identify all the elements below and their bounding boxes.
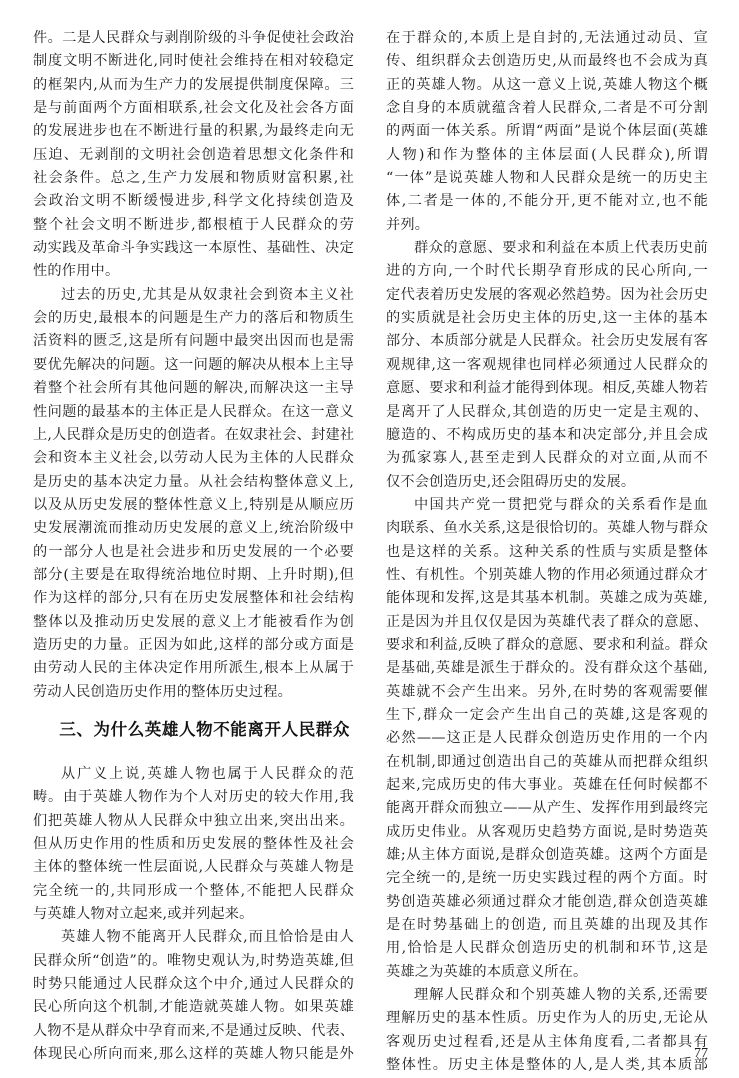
text-line: “一体”是说英雄人物和人民群众是统一的历史主 xyxy=(386,170,708,187)
text-line: 部分(主要是在取得统治地位时期、上升时期),但 xyxy=(33,566,354,583)
text-line: 造历史的力量。正因为如此,这样的部分或方面是 xyxy=(33,636,354,653)
right-column xyxy=(386,27,708,1077)
text-line: 正的英雄人物。从这一意义上说,英雄人物这个概 xyxy=(386,76,708,93)
text-line: 能体现和发挥,这是其基本机制。英雄之成为英雄, xyxy=(386,590,708,607)
text-line: 念自身的本质就蕴含着人民群众,二者是不可分割 xyxy=(386,100,708,117)
text-line: 从广义上说,英雄人物也属于人民群众的范 xyxy=(61,766,354,782)
left-column-top xyxy=(33,27,354,704)
text-line: 体,二者是一体的,不能分开,更不能对立,也不能 xyxy=(386,193,708,210)
text-line: 由劳动人民的主体决定作用所派生,根本上从属于 xyxy=(33,660,354,677)
text-line: 劳动人民创造历史作用的整体历史过程。 xyxy=(33,683,292,700)
text-line: 英雄就不会产生出来。另外,在时势的客观需要催 xyxy=(386,683,708,700)
text-line: 正是因为并且仅仅是因为英雄代表了群众的意愿、 xyxy=(386,613,708,630)
text-line: 肉联系、鱼水关系,这是很恰切的。英雄人物与群众 xyxy=(386,520,708,537)
page-number: 77 xyxy=(694,1046,708,1061)
text-line: 观规律,这一客观规律也同样必须通过人民群众的 xyxy=(386,356,708,373)
text-line: 英雄人物不能离开人民群众,而且恰恰是由人 xyxy=(61,929,354,946)
section-heading: 三、为什么英雄人物不能离开人民群众 xyxy=(59,720,350,739)
text-line: 的一部分人也是社会进步和历史发展的一个必要 xyxy=(33,543,354,560)
text-line: 整体以及推动历史发展的意义上才能被看作为创 xyxy=(33,613,354,630)
text-line: 用,恰恰是人民群众创造历史的机制和环节,这是 xyxy=(386,940,708,957)
text-line: 压迫、无剥削的文明社会创造着思想文化条件和 xyxy=(33,146,354,163)
text-line: 在于群众的,本质上是自封的,无法通过动员、宣 xyxy=(386,30,708,46)
text-line: 定代表着历史发展的客观必然趋势。因为社会历史 xyxy=(386,286,708,303)
text-line: 过去的历史,尤其是从奴隶社会到资本主义社 xyxy=(61,286,354,303)
text-line: 是离开了人民群众,其创造的历史一定是主观的、 xyxy=(386,403,708,420)
text-line: 时势只能通过人民群众这个中介,通过人民群众的 xyxy=(33,976,354,993)
text-line: 会和资本主义社会,以劳动人民为主体的人民群众 xyxy=(33,450,354,467)
text-line: 成历史伟业。从客观历史趋势方面说,是时势造英 xyxy=(386,823,708,840)
text-line: 整体性。历史主体是整体的人,是人类,其本质部 xyxy=(386,1057,708,1074)
text-line: 传、组织群众去创造历史,从而最终也不会成为真 xyxy=(386,53,708,70)
text-line: 起来,完成历史的伟大事业。英雄在任何时候都不 xyxy=(386,777,708,793)
text-line: 件。二是人民群众与剥削阶级的斗争促使社会政治 xyxy=(33,30,354,46)
text-line: 社会条件。总之,生产力发展和物质财富积累,社 xyxy=(33,170,354,187)
text-line: 仅不会创造历史,还会阻碍历史的发展。 xyxy=(386,473,636,490)
text-line: 性的作用中。 xyxy=(33,263,120,280)
text-line: 作为这样的部分,只有在历史发展整体和社会结构 xyxy=(33,590,354,607)
left-column-bottom xyxy=(33,763,354,1066)
text-line: 中国共产党一贯把党与群众的关系看作是血 xyxy=(414,496,708,513)
text-line: 并列。 xyxy=(386,216,430,233)
text-line: 会的历史,最根本的问题是生产力的落后和物质生 xyxy=(33,310,354,327)
text-line: 活资料的匮乏,这是所有问题中最突出因而也是需 xyxy=(33,333,354,350)
text-line: 民心所向这个机制,才能造就英雄人物。如果英雄 xyxy=(33,999,354,1016)
text-line: 生下,群众一定会产生出自己的英雄,这是客观的 xyxy=(386,706,708,723)
text-line: 的两面一体关系。所谓“两面”是说个体层面(英雄 xyxy=(386,123,708,140)
text-line: 人物不是从群众中孕育而来,不是通过反映、代表、 xyxy=(33,1022,355,1039)
text-line: 是在时势基础上的创造, 而且英雄的出现及其作 xyxy=(386,917,708,934)
text-line: 体现民心所向而来,那么这样的英雄人物只能是外 xyxy=(33,1046,354,1063)
text-line: 雄;从主体方面说,是群众创造英雄。这两个方面是 xyxy=(386,847,708,864)
text-line: 的实质就是社会历史主体的历史,这一主体的基本 xyxy=(386,310,708,327)
text-line: 完全统一的,共同形成一个整体,不能把人民群众 xyxy=(33,882,354,899)
text-line: 臆造的、不构成历史的基本和决定部分,并且会成 xyxy=(386,426,708,443)
text-line: 但从历史作用的性质和历史发展的整体性及社会 xyxy=(33,836,354,853)
text-line: 们把英雄人物从人民群众中独立出来,突出出来。 xyxy=(33,812,354,829)
text-line: 的框架内,从而为生产力的发展提供制度保障。三 xyxy=(33,76,354,93)
text-line: 意愿、要求和利益才能得到体现。相反,英雄人物若 xyxy=(386,380,708,397)
text-line: 理解历史的基本性质。历史作为人的历史,无论从 xyxy=(386,1010,708,1027)
text-line: 史发展潮流而推动历史发展的意义上,统治阶级中 xyxy=(33,520,354,537)
text-line: 主体的整体统一性层面说,人民群众与英雄人物是 xyxy=(33,859,354,876)
text-line: 以及从历史发展的整体性意义上,特别是从顺应历 xyxy=(33,496,354,513)
text-line: 与英雄人物对立起来,或并列起来。 xyxy=(33,906,254,923)
text-line: 完全统一的,是统一历史实践过程的两个方面。时 xyxy=(386,870,708,887)
text-line: 畴。由于英雄人物作为个人对历史的较大作用,我 xyxy=(33,789,354,806)
text-line: 是历史的基本决定力量。从社会结构整体意义上, xyxy=(33,473,354,490)
text-line: 着整个社会所有其他问题的解决,而解决这一主导 xyxy=(33,380,354,397)
text-line: 必然——这正是人民群众创造历史作用的一个内 xyxy=(386,730,708,747)
text-line: 是基础,英雄是派生于群众的。没有群众这个基础, xyxy=(386,660,708,677)
text-line: 性、有机性。个别英雄人物的作用必须通过群众才 xyxy=(386,566,708,583)
text-line: 群众的意愿、要求和利益在本质上代表历史前 xyxy=(414,240,708,257)
text-line: 也是这样的关系。这种关系的性质与实质是整体 xyxy=(386,543,708,560)
text-line: 动实践及革命斗争实践这一本原性、基础性、决定 xyxy=(33,240,354,257)
text-line: 在机制,即通过创造出自己的英雄从而把群众组织 xyxy=(386,753,708,770)
text-line: 是与前面两个方面相联系,社会文化及社会各方面 xyxy=(33,100,354,117)
text-line: 会政治文明不断缓慢进步,科学文化持续创造及 xyxy=(33,193,354,210)
text-line: 部分、本质部分就是人民群众。社会历史发展有客 xyxy=(386,333,708,350)
text-line: 人物)和作为整体的主体层面(人民群众),所谓 xyxy=(386,146,708,163)
text-line: 要求和利益,反映了群众的意愿、要求和利益。群众 xyxy=(386,636,708,653)
text-line: 英雄之为英雄的本质意义所在。 xyxy=(386,963,588,980)
text-line: 整个社会文明不断进步,都根植于人民群众的劳 xyxy=(33,216,354,233)
text-line: 要优先解决的问题。这一问题的解决从根本上主导 xyxy=(33,356,354,373)
text-line: 能离开群众而独立——从产生、发挥作用到最终完 xyxy=(386,800,708,817)
text-line: 理解人民群众和个别英雄人物的关系,还需要 xyxy=(414,987,708,1004)
text-line: 性问题的最基本的主体正是人民群众。在这一意义 xyxy=(33,403,354,420)
text-line: 民群众所“创造”的。唯物史观认为,时势造英雄,但 xyxy=(33,952,354,969)
text-line: 为孤家寡人,甚至走到人民群众的对立面,从而不 xyxy=(386,450,708,467)
text-line: 制度文明不断进化,同时使社会维持在相对较稳定 xyxy=(33,53,354,70)
text-line: 的发展进步也在不断进行量的积累,为最终走向无 xyxy=(33,123,354,140)
text-line: 上,人民群众是历史的创造者。在奴隶社会、封建社 xyxy=(33,426,355,443)
text-line: 客观历史过程看,还是从主体角度看,二者都具有 xyxy=(386,1033,708,1050)
text-line: 进的方向,一个时代长期孕育形成的民心所向,一 xyxy=(386,263,708,280)
text-line: 势创造英雄必须通过群众才能创造,群众创造英雄 xyxy=(386,893,708,910)
